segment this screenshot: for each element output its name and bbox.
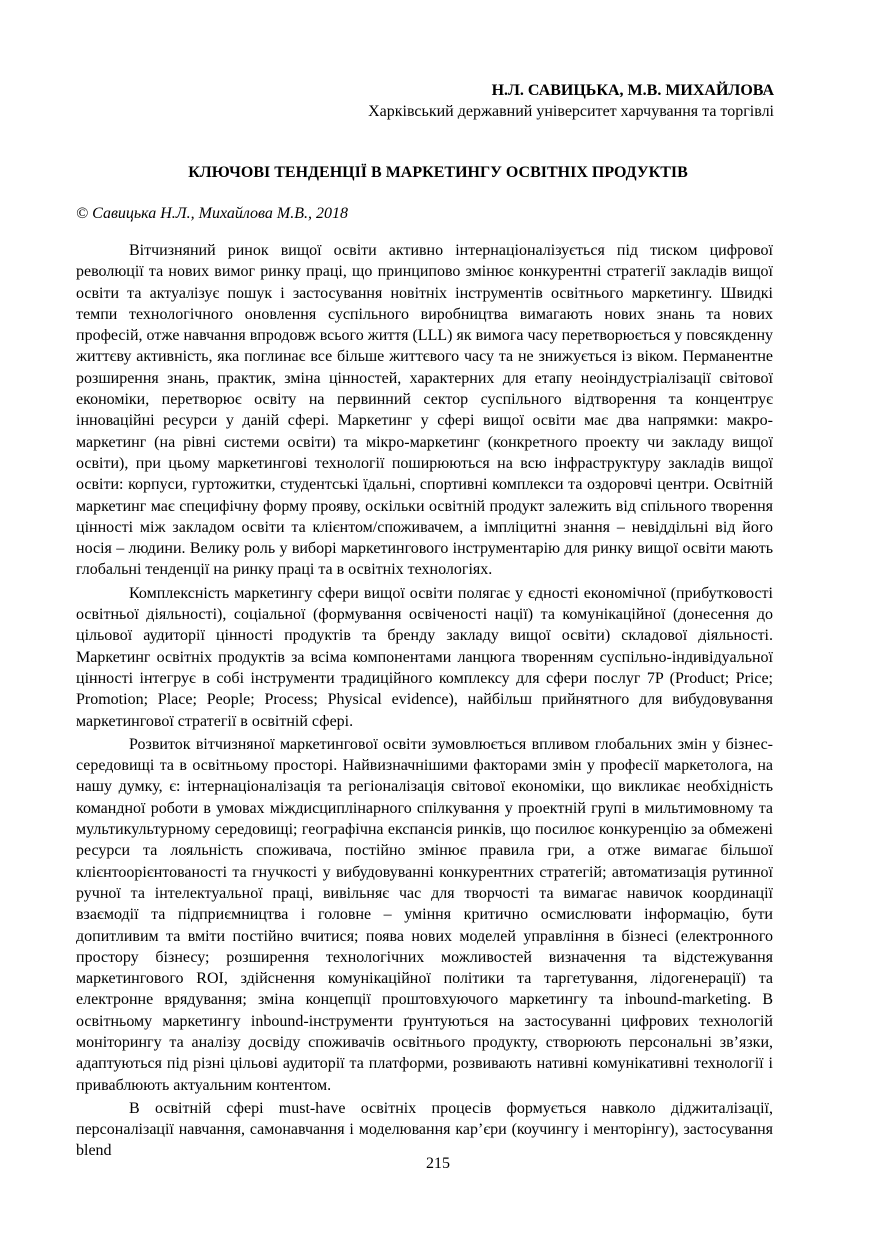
paper-title: КЛЮЧОВІ ТЕНДЕНЦІЇ В МАРКЕТИНГУ ОСВІТНІХ ПРОДУКТІВ [188,164,688,181]
paragraph: Розвиток вітчизняної маркетингової освіти зумовлюється впливом глобальних змін у бізнес-середовищі та в освітньому просторі. Найвизначнішими факторами змін у професії маркетолога, на нашу думку, є: інтернаціоналізація та регіоналізація світової економіки, що викликає необхідність командної роботи в умовах міждисциплінарного спілкування у проектній групі в мильтимовному та мультикультурному середовищі; географічна експансія ринків, що посилює конкуренцію за обмежені ресурси та лояльність споживача, постійно змінює правила гри, а отже вимагає більшої клієнтоорієнтованості та гнучкості у вибудовуванні конкурентних стратегій; автоматизація рутинної ручної та інтелектуальної праці, вивільняє час для творчості та вимагає навичок координації взаємодії та підприємництва і головне – уміння критично осмислювати інформацію, бути допитливим та вміти постійно вчитися; поява нових моделей управління в бізнесі (електронного простору бізнесу; розширення технологічних можливостей визначення та відстежування маркетингового ROI, здійснення комунікаційної політики та таргетування, лідогенерації) та електронне врядування; зміна концепції проштовхуючого маркетингу та inbound-marketing. В освітньому маркетингу inbound-інструменти ґрунтуються на застосуванні цифрових технологій моніторингу та аналізу досвіду споживачів освітнього продукту, створюють персональні зв’язки, адаптуються під різні цільові аудиторії та платформи, розвивають нативні комунікативні технології і приваблюють актуальним контентом. [76,735,773,1094]
page-number: 215 [426,1155,450,1172]
paragraph: Вітчизняний ринок вищої освіти активно інтернаціоналізується під тиском цифрової революції та нових вимог ринку праці, що принципово змінює конкурентні стратегії закладів вищої освіти та актуалізує пошук і застосування новітніх інструментів освітнього маркетингу. Швидкі темпи технологічного оновлення суспільного виробництва вимагають нових знань та нових професій, отже навчання впродовж всього життя (LLL) як вимога часу перетворюється у повсякденну життєву активність, яка поглинає все більше життєвого часу та не знижується із віком. Перманентне розширення знань, практик, зміна цінностей, характерних для етапу неоіндустріалізації світової економіки, перетворює освіту на первинний сектор суспільного відтворення та концентрує інноваційні ресурси у даній сфері. Маркетинг у сфері вищої освіти має два напрямки: макро-маркетинг (на рівні системи освіти) та мікро-маркетинг (конкретного проекту чи закладу вищої освіти), при цьому маркетингові технології поширюються на всю інфраструктуру закладів вищої освіти: корпуси, гуртожитки, студентські їдальні, спортивні комплекси та оздоровчі центри. Освітній маркетинг має специфічну форму прояву, оскільки освітній продукт залежить від спільного творення цінності між закладом освіти та клієнтом/споживачем, а імпліцитні знання – невіддільні від його носія – людини. Велику роль у виборі маркетингового інструментарію для ринку вищої освіти мають глобальні тенденції на ринку праці та в освітніх технологіях. [76,242,773,579]
copyright-line: © Савицька Н.Л., Михайлова М.В., 2018 [76,205,348,222]
authors: Н.Л. САВИЦЬКА, М.В. МИХАЙЛОВА [491,82,774,99]
paragraph: В освітній сфері must-have освітніх процесів формується навколо діджиталізації, персоналізації навчання, самонавчання і моделювання кар’єри (коучингу і менторінгу), застосування blend [76,1099,773,1160]
paragraph: Комплексність маркетингу сфери вищої освіти полягає у єдності економічної (прибутковості освітньої діяльності), соціальної (формування освіченості нації) та комунікаційної (донесення до цільової аудиторії цінності продуктів та бренду закладу вищої освіти) складової діяльності. Маркетинг освітніх продуктів за всіма компонентами ланцюга творенням суспільно-індивідуальної цінності інтегрує в собі інструменти традиційного комплексу для сфери послуг 7P (Product; Price; Promotion; Place; People; Process; Physical evidence), найбільш прийнятного для вибудовування маркетингової стратегії в освітній сфері. [76,584,773,730]
body-text [76,240,773,1164]
affiliation: Харківський державний університет харчування та торгівлі [368,103,774,120]
